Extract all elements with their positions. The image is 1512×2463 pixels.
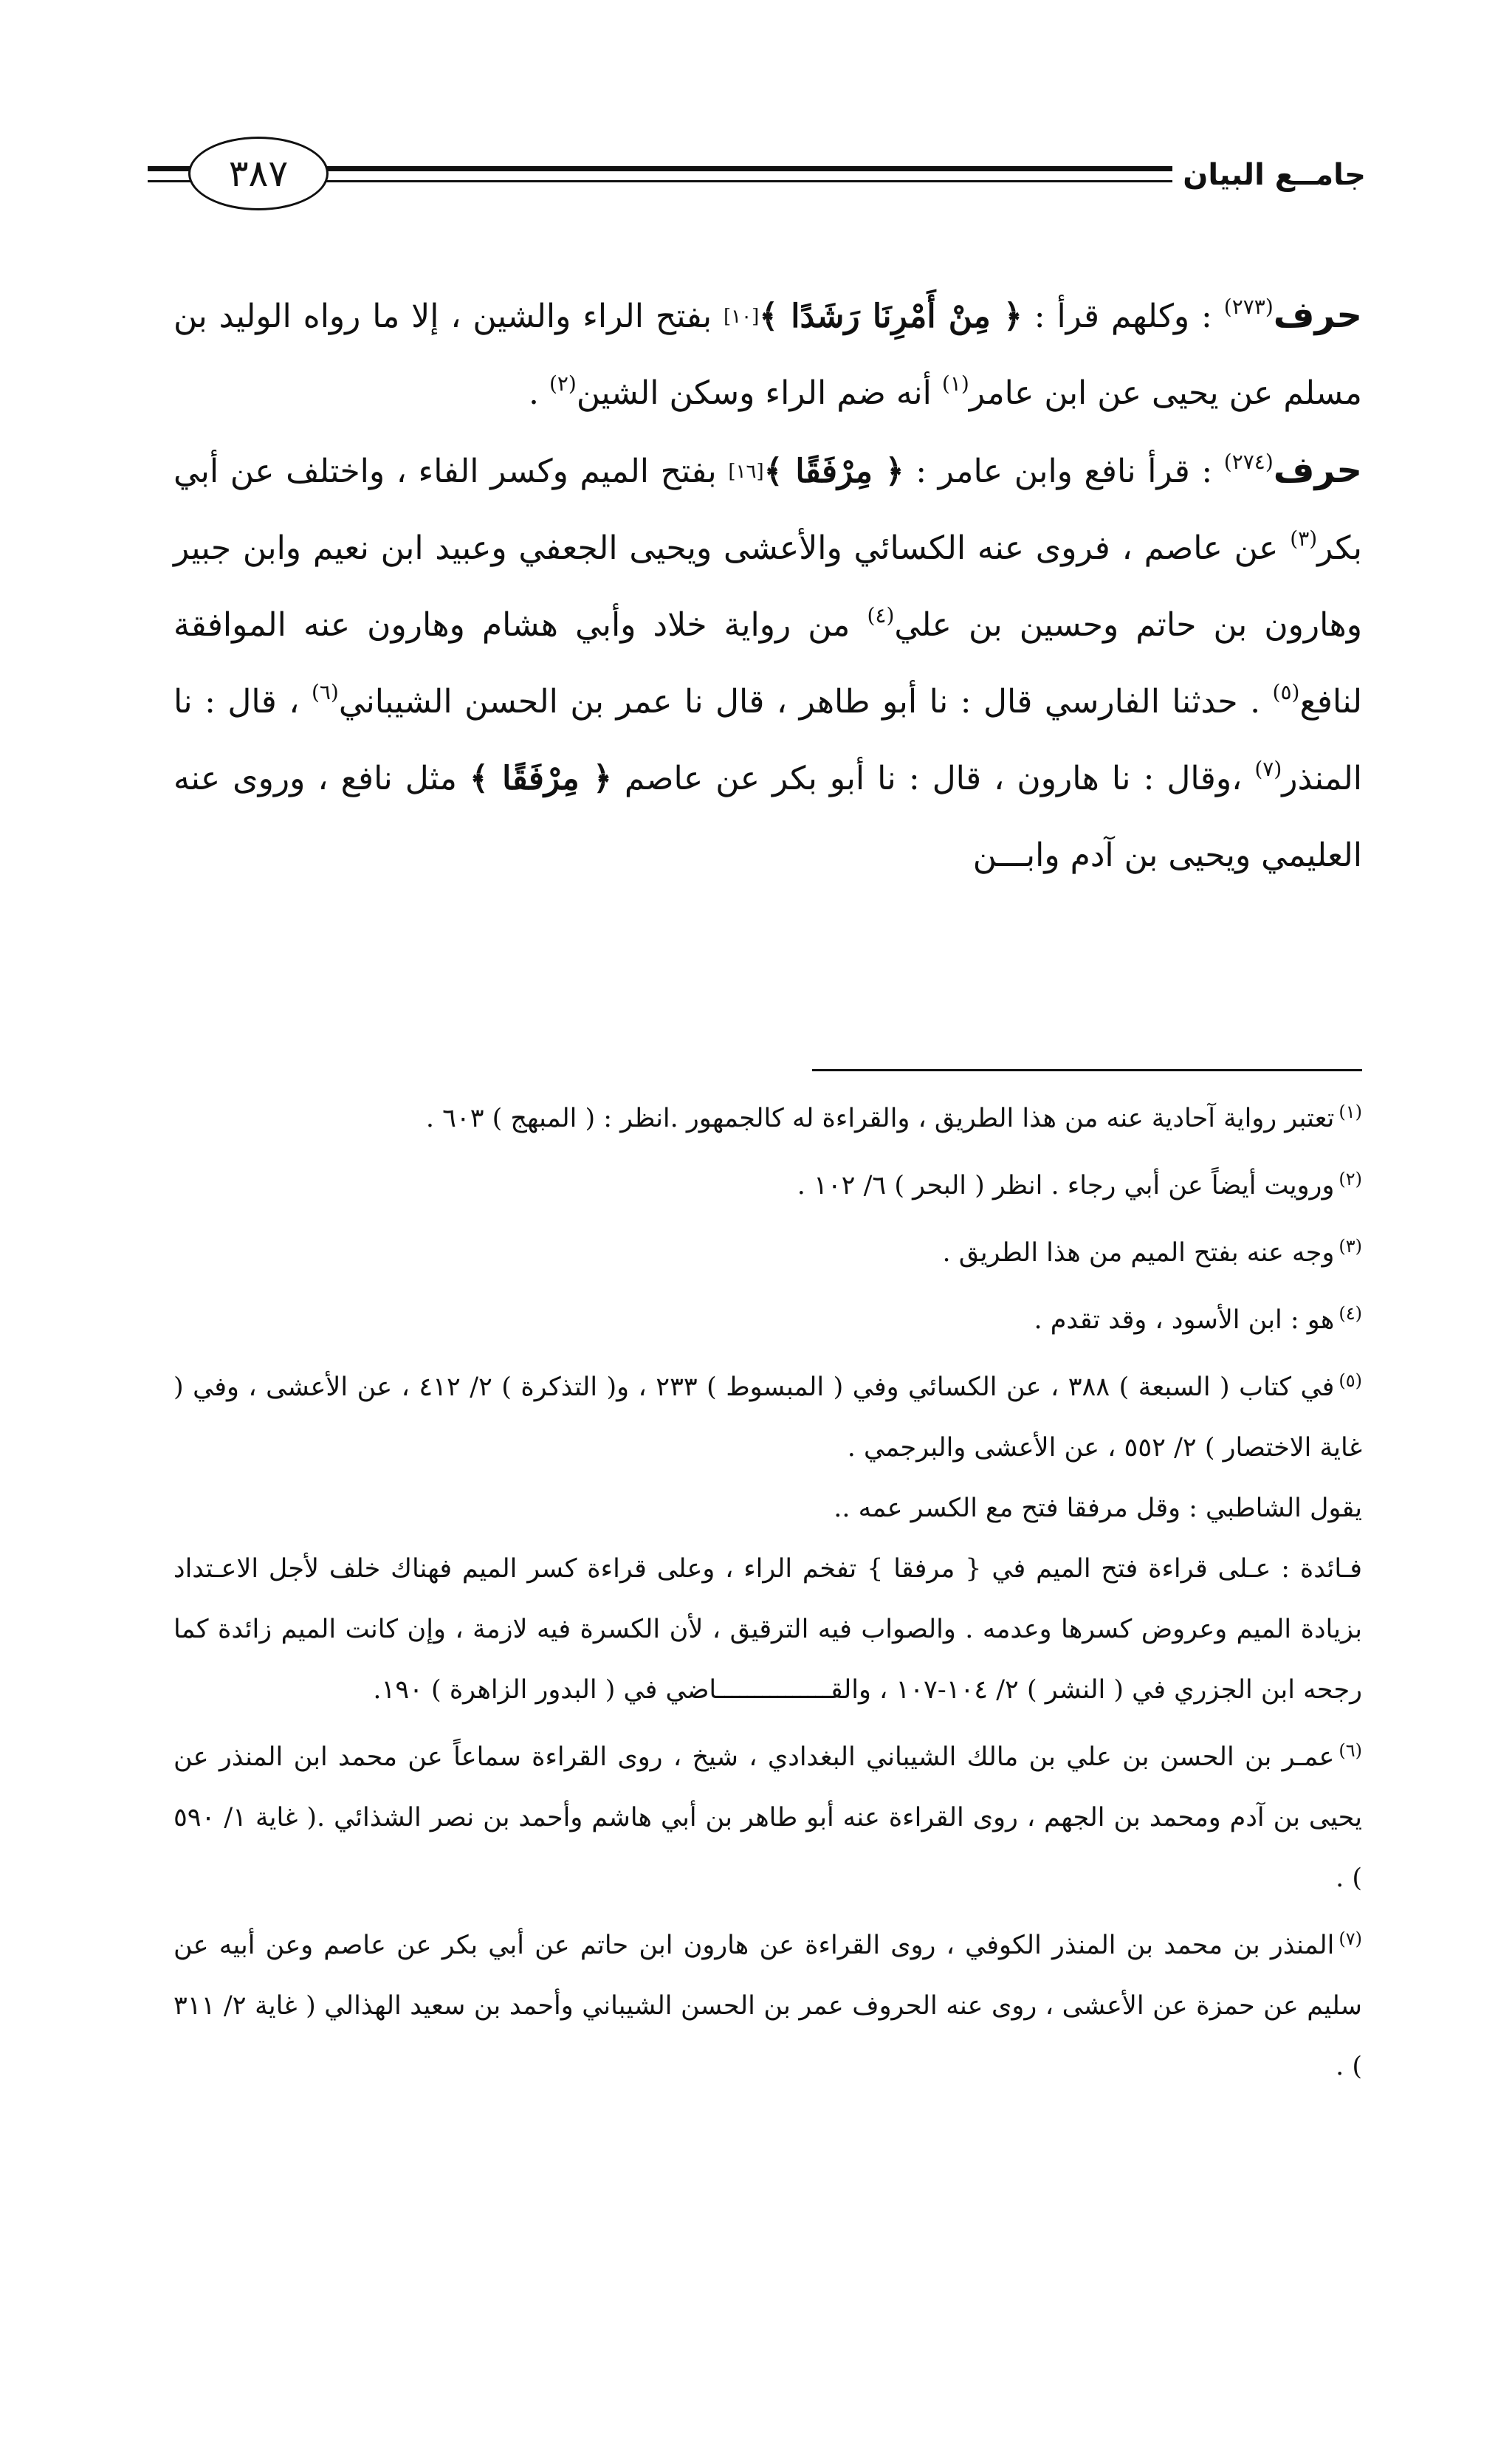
text-segment: ،وقال : نا هارون ، قال : نا أبو بكر عن عاصم: [611, 760, 1243, 797]
harf-label: حرف: [1273, 295, 1362, 336]
footnote-number: (٣): [1339, 1236, 1362, 1257]
footnote-text: تعتبر رواية آحادية عنه من هذا الطريق ، والقراءة له كالجمهور .انظر : ( المبهج ) ٦٠٣ .: [425, 1104, 1335, 1133]
footnote-text: فـائدة : عـلى قراءة فتح الميم في { مرفقا } تفخم الراء ، وعلى قراءة كسر الميم فهناك خلف لأجل الاعـتداد بزيادة الميم وعروض كسرها وعدمه . والصواب فيه الترقيق ، لأن الكسرة فيه لازمة ، وإن كانت الميم زائدة كما رجحه ابن الجزري في ( النشر ) ٢/ ١٠٤-١٠٧ ، والقـــــــــــــــاضي في ( البدور الزاهرة ) ١٩٠.: [173, 1554, 1362, 1705]
footnote-ref-5: (٥): [1272, 680, 1300, 704]
text-segment: عن عاصم ، فروى عنه الكسائي والأعشى ويحيى الجعفي وعبيد ابن نعيم وابن جبير وهارون بن حاتم وحسين بن علي: [173, 529, 1362, 644]
verse-ref: [١٠]: [723, 306, 760, 328]
footnote-ref-7: (٧): [1254, 757, 1282, 781]
text-segment: مثل نافع ، وروى عنه العليمي ويحيى بن آدم وابـــن: [173, 760, 1362, 874]
footnote-text: عمـر بن الحسن بن علي بن مالك الشيباني البغدادي ، شيخ ، روى القراءة سماعاً عن محمد ابن المنذر عن يحيى بن آدم ومحمد بن الجهم ، روى القراءة عنه أبو طاهر بن أبي هاشم وأحمد بن نصر الشذائي .( غاية ١/ ٥٩٠ ) .: [173, 1742, 1363, 1893]
footnote-1: [173, 1082, 1362, 1149]
footnote-ref-6: (٦): [311, 680, 339, 704]
verse-ref: [١٦]: [728, 461, 764, 483]
text-segment: .: [528, 374, 549, 412]
quran-verse: ﴿ مِرْفَقًا ﴾: [763, 453, 904, 490]
page-header: [148, 137, 1366, 218]
footnote-separator: [812, 1069, 1362, 1071]
footnote-6: [173, 1720, 1362, 1909]
footnote-5-shatibi: [173, 1478, 1362, 1539]
footnote-4: [173, 1283, 1362, 1350]
paragraph-harf-273: [173, 277, 1362, 432]
text-segment: بفتح الراء والشين ، إلا ما رواه الوليد بن مسلم عن يحيى عن ابن عامر: [173, 298, 1362, 412]
footnote-number: (٢): [1339, 1169, 1362, 1189]
text-segment: أنه ضم الراء وسكن الشين: [576, 374, 932, 412]
header-rule-left: [148, 166, 192, 182]
header-rule: [325, 166, 1172, 182]
footnote-ref-2: (٢): [549, 371, 577, 396]
footnote-text: المنذر بن محمد بن المنذر الكوفي ، روى القراءة عن هارون ابن حاتم عن أبي بكر عن عاصم وعن أبيه عن سليم عن حمزة عن الأعشى ، روى عنه الحروف عمر بن الحسن الشيباني وأحمد بن سعيد الهذالي ( غاية ٢/ ٣١١ ) .: [173, 1931, 1362, 2081]
footnote-number: (٤): [1339, 1303, 1362, 1324]
footnote-number: (٧): [1339, 1928, 1362, 1949]
paragraph-harf-274: [173, 432, 1362, 894]
footnote-number: (١): [1339, 1102, 1362, 1122]
footnote-3: [173, 1216, 1362, 1283]
page-number: ٣٨٧: [188, 137, 329, 210]
footnote-5: [173, 1350, 1362, 1478]
text-segment: بفتح الميم وكسر الفاء ، واختلف عن أبي بكر: [173, 453, 1362, 567]
footnote-text: يقول الشاطبي : وقل مرفقا فتح مع الكسر عمه ..: [834, 1494, 1362, 1523]
footnote-text: وجه عنه بفتح الميم من هذا الطريق .: [942, 1238, 1335, 1268]
harf-number: (٢٧٣): [1223, 295, 1274, 319]
harf-number: (٢٧٤): [1223, 450, 1274, 474]
harf-label: حرف: [1273, 450, 1362, 491]
text-segment: : قرأ نافع وابن عامر :: [904, 453, 1213, 490]
quran-verse: ﴿ مِرْفَقًا ﴾: [470, 760, 612, 797]
footnote-number: (٦): [1339, 1740, 1362, 1761]
footnote-ref-1: (١): [941, 371, 969, 396]
footnotes: [173, 1082, 1362, 2097]
footnote-ref-3: (٣): [1290, 526, 1318, 551]
text-segment: من رواية خلاد وأبي هشام وهارون عنه الموافقة لنافع: [173, 606, 1363, 721]
book-title: جامــع البيان: [1183, 158, 1366, 192]
footnote-text: ورويت أيضاً عن أبي رجاء . انظر ( البحر ) ٦/ ١٠٢ .: [797, 1171, 1335, 1200]
footnote-5-faida: [173, 1539, 1362, 1720]
footnote-number: (٥): [1339, 1370, 1362, 1391]
text-segment: ، قال : نا المنذر: [173, 683, 1362, 797]
text-segment: : وكلهم قرأ :: [1022, 298, 1212, 335]
footnote-text: في كتاب ( السبعة ) ٣٨٨ ، عن الكسائي وفي ( المبسوط ) ٢٣٣ ، و( التذكرة ) ٢/ ٤١٢ ، عن الأعشى ، وفي ( غاية الاختصار ) ٢/ ٥٥٢ ، عن الأعشى والبرجمي .: [173, 1373, 1362, 1463]
footnote-ref-4: (٤): [867, 603, 895, 628]
footnote-2: [173, 1149, 1362, 1216]
text-segment: . حدثنا الفارسي قال : نا أبو طاهر ، قال نا عمر بن الحسن الشيباني: [338, 683, 1261, 721]
main-text: [173, 277, 1362, 894]
footnote-7: [173, 1909, 1362, 2097]
quran-verse: ﴿ مِنْ أَمْرِنَا رَشَدًا ﴾: [759, 298, 1023, 335]
footnote-text: هو : ابن الأسود ، وقد تقدم .: [1034, 1305, 1335, 1335]
